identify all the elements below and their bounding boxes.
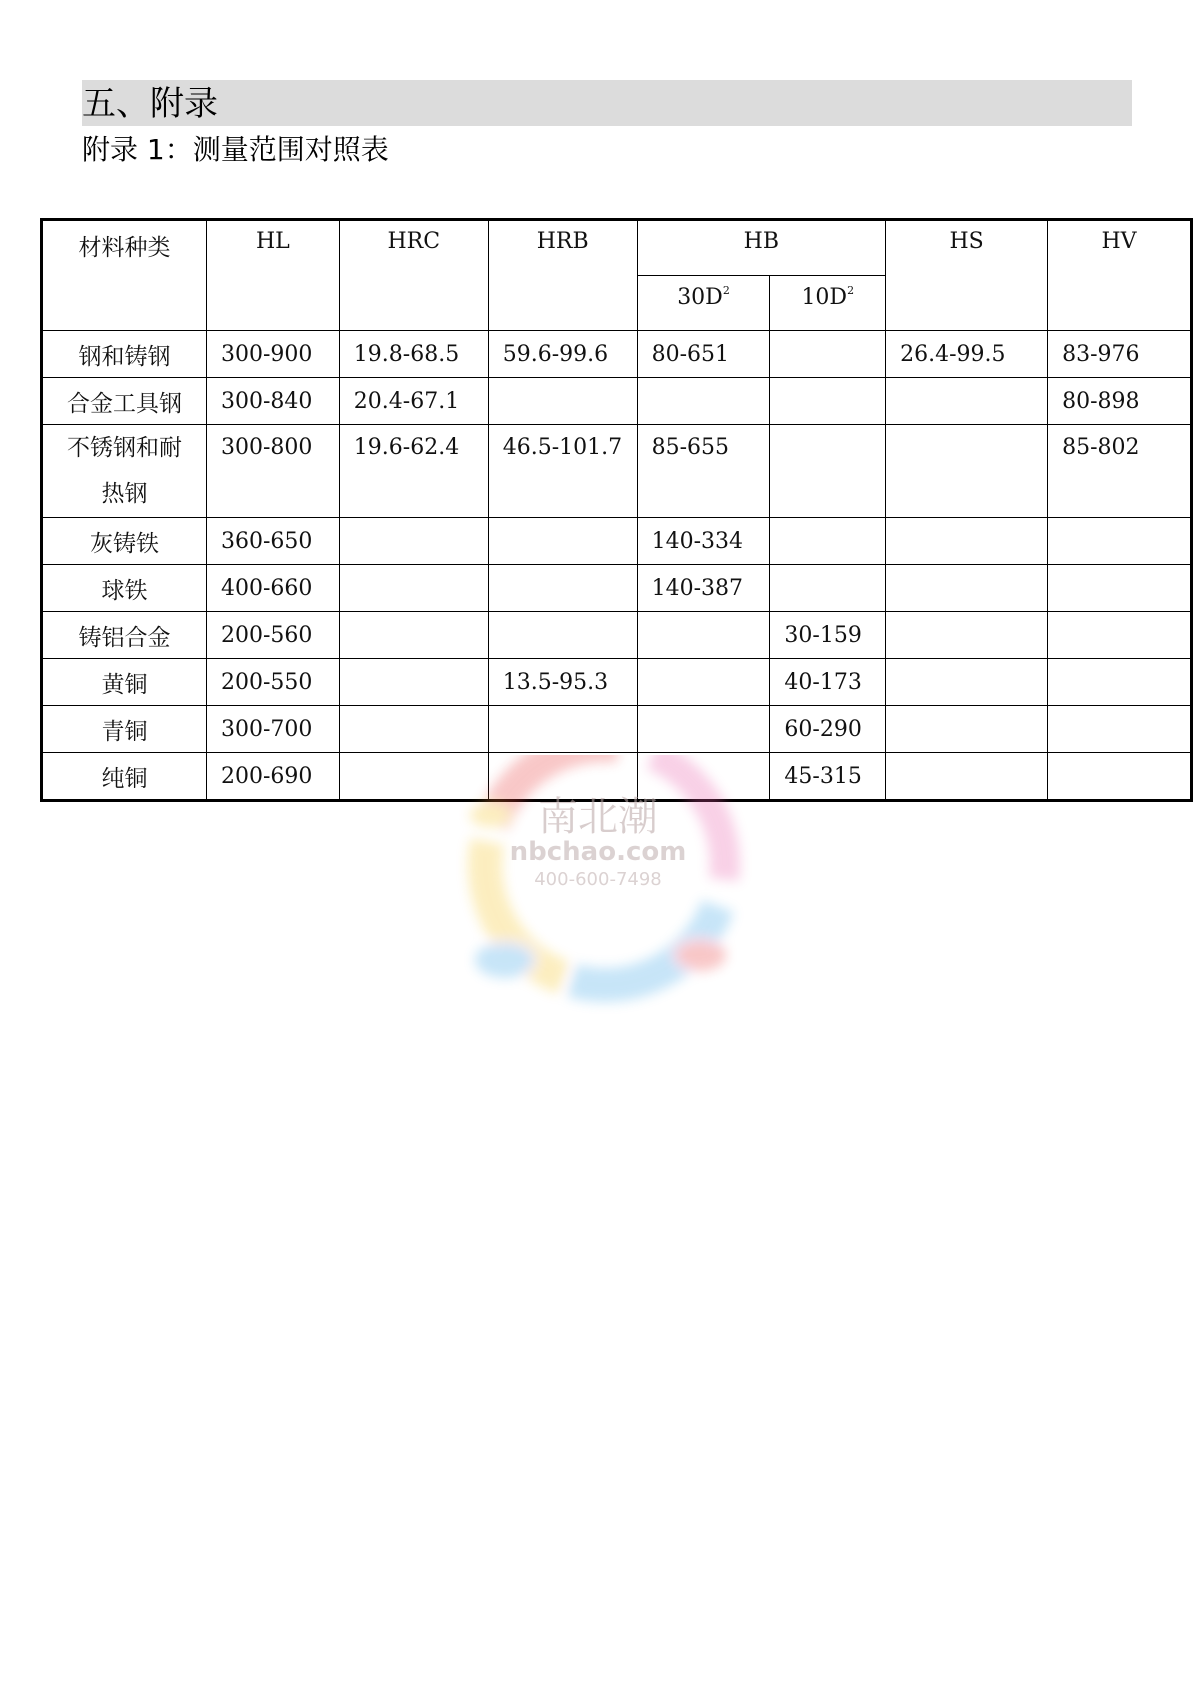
hs-value (886, 565, 1048, 612)
hb30-value (637, 659, 770, 706)
table-row (42, 425, 1192, 518)
header-hb-10d-label: 10D (801, 285, 848, 310)
header-hb: HB (637, 220, 886, 276)
material-name: 球铁 (42, 565, 207, 612)
hrc-value (339, 565, 488, 612)
hl-value: 300-840 (207, 378, 340, 425)
header-hb-10d2 (770, 276, 886, 331)
hrb-value: 13.5-95.3 (488, 659, 637, 706)
hb10-value (770, 565, 886, 612)
hl-value: 360-650 (207, 518, 340, 565)
hs-value (886, 753, 1048, 801)
material-name: 黄铜 (42, 659, 207, 706)
hs-value (886, 659, 1048, 706)
hv-value: 83-976 (1048, 331, 1192, 378)
hb10-value (770, 378, 886, 425)
material-name: 钢和铸钢 (42, 331, 207, 378)
hb10-value: 60-290 (770, 706, 886, 753)
hb30-value: 85-655 (637, 425, 770, 518)
hrc-value (339, 518, 488, 565)
hb10-value: 40-173 (770, 659, 886, 706)
header-hl: HL (207, 220, 340, 331)
hrc-value: 20.4-67.1 (339, 378, 488, 425)
hb10-value (770, 425, 886, 518)
material-name: 不锈钢和耐热钢 (42, 425, 207, 518)
hrb-value (488, 706, 637, 753)
hb30-value: 140-334 (637, 518, 770, 565)
hrb-value (488, 565, 637, 612)
table-row (42, 331, 1192, 378)
header-hs: HS (886, 220, 1048, 331)
hb10-value (770, 518, 886, 565)
hv-value: 80-898 (1048, 378, 1192, 425)
hb30-value (637, 378, 770, 425)
hb30-value (637, 706, 770, 753)
hb10-value (770, 331, 886, 378)
hv-value: 85-802 (1048, 425, 1192, 518)
hrb-value (488, 518, 637, 565)
watermark-brand: 南北潮 (538, 794, 658, 840)
hb30-value: 140-387 (637, 565, 770, 612)
material-name: 灰铸铁 (42, 518, 207, 565)
hl-value: 400-660 (207, 565, 340, 612)
material-name: 青铜 (42, 706, 207, 753)
watermark-site: nbchao.com (509, 837, 687, 867)
superscript-2: 2 (722, 284, 730, 297)
hrb-value (488, 612, 637, 659)
header-hb-30d-label: 30D (677, 285, 723, 310)
hl-value: 300-700 (207, 706, 340, 753)
header-hrb: HRB (488, 220, 637, 331)
material-name: 纯铜 (42, 753, 207, 801)
watermark-phone: 400-600-7498 (534, 869, 662, 890)
hl-value: 200-550 (207, 659, 340, 706)
hs-value (886, 518, 1048, 565)
header-hv: HV (1048, 220, 1192, 331)
hrc-value: 19.8-68.5 (339, 331, 488, 378)
table-row (42, 612, 1192, 659)
table-row (42, 659, 1192, 706)
hv-value (1048, 518, 1192, 565)
header-hrc: HRC (339, 220, 488, 331)
hl-value: 300-800 (207, 425, 340, 518)
hb30-value: 80-651 (637, 331, 770, 378)
hs-value (886, 706, 1048, 753)
hs-value (886, 612, 1048, 659)
hb10-value: 30-159 (770, 612, 886, 659)
superscript-2: 2 (847, 284, 855, 297)
hv-value (1048, 612, 1192, 659)
hs-value (886, 425, 1048, 518)
header-material: 材料种类 (42, 220, 207, 331)
hv-value (1048, 753, 1192, 801)
table-row (42, 706, 1192, 753)
hrc-value (339, 612, 488, 659)
section-title: 五、附录 (82, 84, 218, 124)
hv-value (1048, 706, 1192, 753)
hb10-value: 45-315 (770, 753, 886, 801)
hrc-value: 19.6-62.4 (339, 425, 488, 518)
watermark-logo (400, 755, 820, 1085)
hs-value (886, 378, 1048, 425)
hl-value: 300-900 (207, 331, 340, 378)
hs-value: 26.4-99.5 (886, 331, 1048, 378)
hv-value (1048, 659, 1192, 706)
hb30-value (637, 612, 770, 659)
measurement-range-table (40, 218, 1193, 802)
hl-value: 200-560 (207, 612, 340, 659)
header-hb-30d2 (637, 276, 770, 331)
material-name: 合金工具钢 (42, 378, 207, 425)
hrb-value (488, 378, 637, 425)
hrc-value (339, 659, 488, 706)
table-header (42, 220, 1192, 331)
hrc-value (339, 706, 488, 753)
hv-value (1048, 565, 1192, 612)
table-row (42, 565, 1192, 612)
material-name: 铸铝合金 (42, 612, 207, 659)
table-row (42, 378, 1192, 425)
hrb-value: 59.6-99.6 (488, 331, 637, 378)
appendix-subtitle: 附录 1：测量范围对照表 (82, 133, 389, 166)
hl-value: 200-690 (207, 753, 340, 801)
section-heading-bar (82, 80, 1132, 126)
table-row (42, 518, 1192, 565)
hrb-value: 46.5-101.7 (488, 425, 637, 518)
